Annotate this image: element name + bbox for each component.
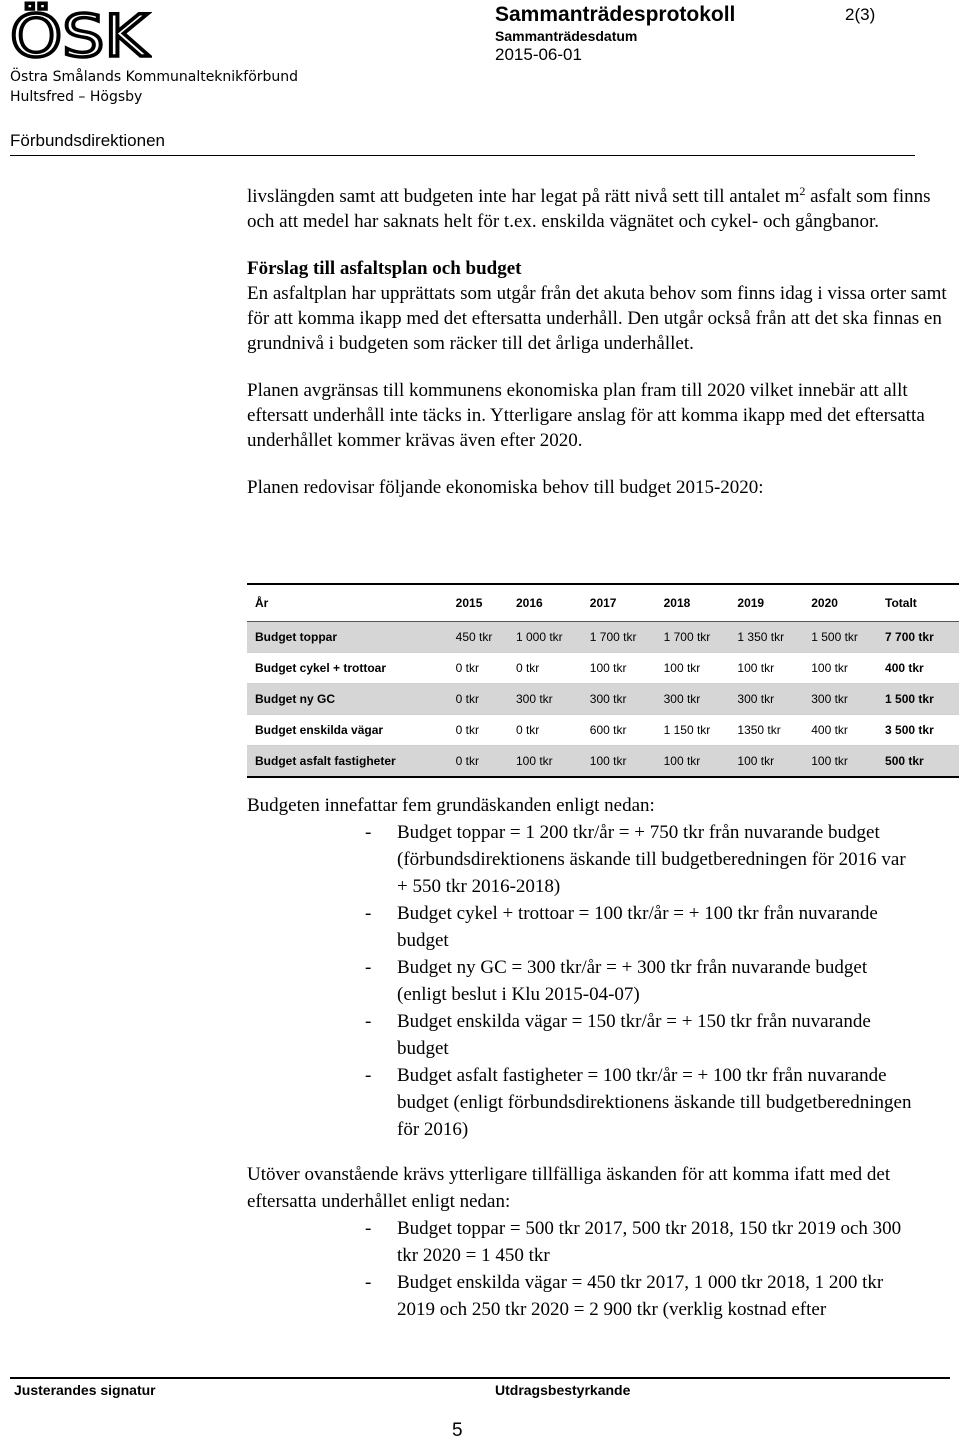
table-header-cell: 2017 — [589, 596, 617, 610]
table-cell: 1 500 tkr — [811, 630, 858, 644]
row-label: Budget ny GC — [255, 692, 335, 706]
row-total: 400 tkr — [885, 661, 924, 675]
table-cell: 100 tkr — [589, 754, 627, 768]
requests-list — [247, 819, 947, 1143]
paragraph-plan: En asfaltplan har upprättats som utgår från det akuta behov som finns idag i vissa orter samt för att komma ikapp med det eftersatta underhåll. Den utgår också från att det ska finnas en grundnivå i budgeten som räcker till det årliga underhållet. — [247, 283, 947, 354]
table-header-cell: 2019 — [737, 596, 765, 610]
table-cell: 100 tkr — [811, 754, 848, 768]
table-header-cell: År — [255, 596, 269, 610]
osk-logo — [10, 0, 152, 62]
table-header-cell: 2018 — [663, 596, 691, 610]
row-total: 500 tkr — [885, 754, 924, 768]
table-header-cell: 2016 — [515, 596, 543, 610]
logo-text: ÖSK — [10, 2, 151, 62]
row-label: Budget cykel + trottoar — [255, 661, 387, 675]
list-item-text: Budget enskilda vägar = 150 tkr/år = + 150 tkr från nuvarande budget — [397, 1011, 871, 1059]
table-cell: 0 tkr — [455, 692, 480, 706]
header-divider — [10, 155, 915, 156]
org-name: Östra Smålands Kommunalteknikförbund — [10, 69, 299, 85]
page-number: 5 — [452, 1420, 463, 1441]
table-cell: 100 tkr — [811, 661, 848, 675]
table-header-row — [247, 584, 959, 622]
list-dash: - — [365, 1065, 372, 1086]
paragraph-scope: Planen avgränsas till kommunens ekonomiska plan fram till 2020 vilket innebär att allt eftersatt underhåll inte täcks in. Ytterligare anslag för att komma ikapp med det eftersatta underhållet kommer krävas även efter 2020. — [247, 380, 925, 451]
table-cell: 0 tkr — [455, 754, 480, 768]
doc-title: Sammanträdesprotokoll — [495, 3, 736, 26]
table-cell: 0 tkr — [455, 723, 480, 737]
org-sub: Hultsfred – Högsby — [10, 89, 143, 105]
budget-table — [247, 583, 959, 778]
table-row — [247, 715, 959, 746]
table-row — [247, 653, 959, 684]
row-total: 7 700 tkr — [885, 630, 934, 644]
requests-intro: Budgeten innefattar fem grundäskanden enligt nedan: — [247, 795, 655, 816]
date-value: 2015-06-01 — [495, 45, 582, 64]
certification-label: Utdragsbestyrkande — [495, 1382, 631, 1398]
table-cell: 100 tkr — [737, 754, 775, 768]
budget-requests — [247, 792, 947, 1323]
row-total: 3 500 tkr — [885, 723, 934, 737]
page-count: 2(3) — [845, 5, 876, 24]
department: Förbundsdirektionen — [10, 131, 165, 150]
table-cell: 300 tkr — [663, 692, 701, 706]
list-item — [247, 1269, 917, 1323]
table-cell: 1 350 tkr — [737, 630, 785, 644]
table-row — [247, 746, 959, 778]
list-item-text: Budget enskilda vägar = 450 tkr 2017, 1 000 tkr 2018, 1 200 tkr 2019 och 250 tkr 2020 = 2 900 tkr (verklig kostnad efter — [397, 1272, 884, 1320]
table-cell: 100 tkr — [737, 661, 775, 675]
table-cell: 400 tkr — [811, 723, 848, 737]
row-total: 1 500 tkr — [885, 692, 934, 706]
row-label: Budget enskilda vägar — [255, 723, 384, 737]
temporary-requests-list — [247, 1215, 947, 1323]
list-item-text: Budget asfalt fastigheter = 100 tkr/år = + 100 tkr från nuvarande budget (enligt förbundsdirektionens äskande till budgetberedningen för 2016) — [397, 1065, 912, 1140]
list-item-text: Budget cykel + trottoar = 100 tkr/år = + 100 tkr från nuvarande budget — [397, 903, 878, 951]
table-cell: 1 700 tkr — [589, 630, 637, 644]
date-label: Sammanträdesdatum — [495, 28, 638, 44]
table-header-cell: 2015 — [455, 596, 483, 610]
table-cell: 1 150 tkr — [663, 723, 711, 737]
list-dash: - — [365, 1272, 372, 1293]
row-label: Budget toppar — [255, 630, 337, 644]
footer-divider — [10, 1377, 950, 1379]
table-cell: 300 tkr — [515, 692, 553, 706]
list-item — [247, 954, 917, 1008]
table-cell: 0 tkr — [515, 723, 540, 737]
table-cell: 1350 tkr — [737, 723, 781, 737]
list-item-text: Budget toppar = 1 200 tkr/år = + 750 tkr från nuvarande budget (förbundsdirektionens äskande till budgetberedningen för 2016 var + 550 tkr 2016-2018) — [397, 822, 906, 897]
table-cell: 100 tkr — [515, 754, 553, 768]
temporary-requests-intro: Utöver ovanstående krävs ytterligare tillfälliga äskanden för att komma ifatt med det eftersatta underhållet enligt nedan: — [247, 1164, 891, 1212]
table-cell: 300 tkr — [811, 692, 848, 706]
table-cell: 450 tkr — [455, 630, 493, 644]
list-dash: - — [365, 1011, 372, 1032]
list-dash: - — [365, 903, 372, 924]
table-cell: 600 tkr — [589, 723, 627, 737]
list-item-text: Budget ny GC = 300 tkr/år = + 300 tkr från nuvarande budget (enligt beslut i Klu 2015-04-07) — [397, 957, 868, 1005]
list-item — [247, 1008, 917, 1062]
section-heading: Förslag till asfaltsplan och budget — [247, 258, 522, 279]
list-item — [247, 1215, 917, 1269]
paragraph-table-intro: Planen redovisar följande ekonomiska behov till budget 2015-2020: — [247, 477, 764, 498]
list-item-text: Budget toppar = 500 tkr 2017, 500 tkr 2018, 150 tkr 2019 och 300 tkr 2020 = 1 450 tkr — [397, 1218, 902, 1266]
list-dash: - — [365, 822, 372, 843]
row-label: Budget asfalt fastigheter — [255, 754, 396, 768]
table-header-cell: Totalt — [885, 596, 917, 610]
table-cell: 0 tkr — [515, 661, 540, 675]
table-cell: 1 700 tkr — [663, 630, 711, 644]
table-row — [247, 684, 959, 715]
list-item — [247, 819, 917, 900]
signature-label: Justerandes signatur — [14, 1382, 156, 1398]
list-dash: - — [365, 957, 372, 978]
table-row — [247, 622, 959, 653]
list-dash: - — [365, 1218, 372, 1239]
table-cell: 300 tkr — [589, 692, 627, 706]
body-text — [247, 184, 947, 500]
table-cell: 300 tkr — [737, 692, 775, 706]
list-item — [247, 900, 917, 954]
list-item — [247, 1062, 917, 1143]
table-cell: 0 tkr — [455, 661, 480, 675]
table-cell: 1 000 tkr — [515, 630, 563, 644]
table-cell: 100 tkr — [589, 661, 627, 675]
table-cell: 100 tkr — [663, 661, 701, 675]
table-body — [247, 622, 959, 778]
intro-paragraph: livslängden samt att budgeten inte har legat på rätt nivå sett till antalet $m^2$ asfalt som finns och att medel har saknats helt för t.ex. enskilda vägnätet och cykel- och gångbanor. — [247, 184, 931, 232]
table-cell: 100 tkr — [663, 754, 701, 768]
table-header-cell: 2020 — [811, 596, 838, 610]
